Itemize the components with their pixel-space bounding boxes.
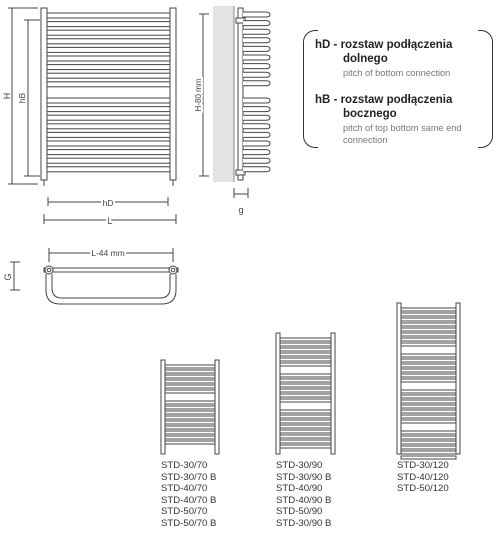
model-name: STD-30/70	[161, 460, 208, 471]
legend-hD-label: rozstaw podłączenia	[340, 39, 453, 51]
radiator-rung	[401, 446, 456, 449]
radiator-rung-side	[243, 132, 270, 137]
model-name: STD-30/70 B	[161, 471, 217, 483]
radiator-rung-side	[243, 81, 270, 86]
model-name: STD-30/90 B	[276, 471, 332, 483]
model-name: STD-50/120	[397, 483, 449, 495]
radiator-rung	[401, 441, 456, 444]
radiator-rung	[401, 343, 456, 346]
radiator-rung	[47, 141, 170, 146]
radiator-rung	[401, 354, 456, 357]
radiator-rung	[165, 390, 215, 393]
radiator-side-bar	[215, 360, 219, 454]
radiator-rung	[47, 124, 170, 129]
model-list-70	[161, 460, 216, 530]
radiator-rung	[280, 445, 331, 448]
radiator-rung	[47, 47, 170, 52]
radiator-rung	[47, 82, 170, 87]
dimension-line-g	[234, 188, 248, 198]
radiator-rung-side	[243, 21, 270, 26]
front-view-radiator	[41, 8, 176, 186]
radiator-rung	[280, 379, 331, 382]
radiator-rung-side	[243, 46, 270, 51]
radiator-rung-side	[243, 158, 270, 163]
radiator-rung	[47, 132, 170, 137]
radiator-side-bar	[456, 303, 460, 454]
radiator-rung	[165, 375, 215, 378]
radiator-rung	[280, 425, 331, 428]
model-silhouette-70	[161, 360, 219, 454]
radiator-rung	[165, 401, 215, 404]
legend-hB-english-line2: connection	[343, 135, 388, 145]
legend-hB-label: rozstaw podłączenia	[340, 94, 453, 106]
radiator-rung	[401, 338, 456, 341]
radiator-rung	[401, 359, 456, 362]
label-L-44: L-44 mm	[91, 248, 125, 258]
label-H: H	[2, 92, 12, 100]
radiator-rung	[401, 431, 456, 434]
model-silhouette-120	[397, 303, 460, 459]
radiator-rung	[280, 343, 331, 346]
radiator-rung	[280, 430, 331, 433]
radiator-rung	[401, 308, 456, 311]
radiator-rung-side	[243, 115, 270, 120]
radiator-rung	[47, 98, 170, 103]
radiator-rung	[280, 435, 331, 438]
radiator-rung	[165, 426, 215, 429]
radiator-rung	[165, 431, 215, 434]
radiator-rung	[47, 150, 170, 155]
radiator-rung-side	[243, 107, 270, 112]
radiator-rung-side	[243, 141, 270, 146]
radiator-rung-side	[243, 150, 270, 155]
radiator-rung	[280, 384, 331, 387]
legend-hD-english: pitch of bottom connection	[343, 68, 451, 78]
radiator-rung	[401, 410, 456, 413]
radiator-rung	[401, 390, 456, 393]
radiator-rung	[165, 385, 215, 388]
radiator-rung	[401, 436, 456, 439]
radiator-rung	[280, 399, 331, 402]
label-H-80: H-80 mm	[194, 78, 203, 112]
radiator-rung	[47, 107, 170, 112]
radiator-rung	[280, 338, 331, 341]
radiator-rung	[47, 30, 170, 35]
radiator-rung	[401, 415, 456, 418]
radiator-rung-side	[243, 167, 270, 172]
radiator-rung	[401, 405, 456, 408]
model-list-90	[276, 460, 331, 530]
radiator-rung-side	[243, 72, 270, 77]
radiator-rung	[165, 365, 215, 368]
radiator-rung	[280, 363, 331, 366]
legend-hD-label-line2: dolnego	[343, 53, 388, 65]
radiator-rung	[401, 456, 456, 459]
model-name: STD-40/70 B	[161, 494, 217, 506]
model-name: STD-30/120	[397, 460, 449, 471]
radiator-side-bar	[397, 303, 401, 454]
radiator-rung	[401, 395, 456, 398]
label-hB: hB	[17, 92, 27, 104]
radiator-rung	[47, 22, 170, 27]
radiator-rung	[47, 167, 170, 172]
radiator-rung	[401, 313, 456, 316]
radiator-rung	[165, 441, 215, 444]
radiator-rung	[401, 374, 456, 377]
model-name: STD-40/90 B	[276, 494, 332, 506]
radiator-rung-side	[243, 29, 270, 34]
radiator-rung	[280, 353, 331, 356]
radiator-rung	[165, 370, 215, 373]
legend-hD-key: hD -	[315, 39, 338, 51]
radiator-rung	[401, 333, 456, 336]
radiator-side-bar	[161, 360, 165, 454]
radiator-rung	[280, 389, 331, 392]
radiator-rung	[47, 158, 170, 163]
radiator-rung-side	[243, 64, 270, 69]
radiator-side-bar	[276, 333, 280, 454]
radiator-rung	[47, 39, 170, 44]
model-name: STD-50/70 B	[161, 517, 217, 529]
radiator-rung	[280, 415, 331, 418]
radiator-rung	[165, 421, 215, 424]
radiator-rung	[165, 416, 215, 419]
top-view-radiator	[44, 266, 178, 304]
radiator-rung	[401, 400, 456, 403]
radiator-rung	[47, 73, 170, 78]
radiator-rung	[401, 318, 456, 321]
radiator-rung-side	[243, 55, 270, 60]
radiator-rung	[401, 420, 456, 423]
radiator-side-bar	[331, 333, 335, 454]
radiator-rung	[401, 369, 456, 372]
connection-legend	[303, 30, 493, 148]
radiator-rung	[165, 436, 215, 439]
radiator-rung-side	[243, 12, 270, 17]
radiator-rung	[280, 374, 331, 377]
radiator-rung	[401, 328, 456, 331]
radiator-rung	[165, 406, 215, 409]
radiator-rung-side	[243, 124, 270, 129]
radiator-rung-side	[243, 38, 270, 43]
label-hD: hD	[102, 198, 114, 208]
model-name: STD-50/90	[276, 506, 323, 518]
radiator-rung	[47, 56, 170, 61]
radiator-rung	[47, 115, 170, 120]
radiator-rung	[47, 65, 170, 70]
side-view-radiator	[213, 6, 270, 182]
legend-entry-hD	[315, 38, 483, 79]
label-g: g	[238, 205, 244, 215]
model-name: STD-40/90	[276, 483, 323, 495]
model-name: STD-30/90	[276, 460, 323, 471]
radiator-rung	[401, 364, 456, 367]
radiator-rung	[165, 411, 215, 414]
model-silhouette-90	[276, 333, 335, 454]
legend-hB-label-line2: bocznego	[343, 108, 397, 120]
radiator-rung	[401, 451, 456, 454]
radiator-rung	[401, 379, 456, 382]
radiator-rung-side	[243, 98, 270, 103]
radiator-rung	[47, 13, 170, 18]
radiator-rung	[280, 440, 331, 443]
radiator-rung	[280, 394, 331, 397]
model-list-120	[397, 460, 449, 495]
model-name: STD-40/120	[397, 471, 449, 483]
model-name: STD-30/90 B	[276, 517, 332, 529]
radiator-rung	[280, 358, 331, 361]
radiator-rung	[401, 323, 456, 326]
label-G: G	[3, 273, 13, 281]
legend-entry-hB	[315, 93, 483, 146]
model-name: STD-40/70	[161, 483, 208, 495]
radiator-rung	[280, 410, 331, 413]
radiator-rung	[280, 420, 331, 423]
radiator-rung	[280, 348, 331, 351]
model-name: STD-50/70	[161, 506, 208, 518]
label-L: L	[107, 216, 113, 226]
legend-hB-key: hB -	[315, 94, 338, 106]
legend-hB-english-line1: pitch of top bottom same end	[343, 123, 462, 133]
radiator-rung	[165, 380, 215, 383]
